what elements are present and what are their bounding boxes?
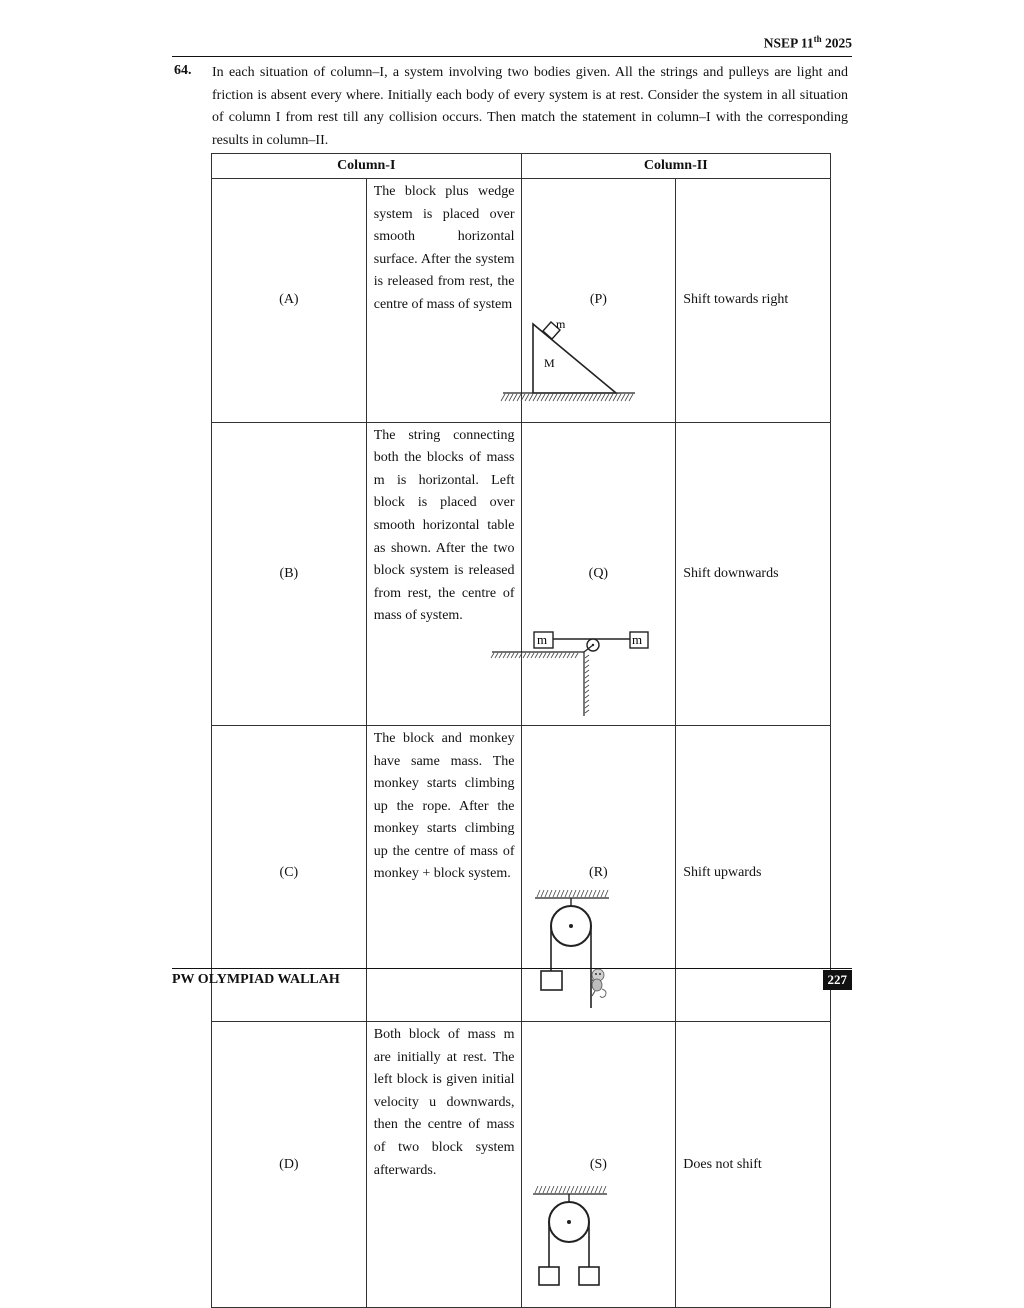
result-label: (Q) (521, 422, 676, 725)
result-text: Shift upwards (676, 725, 831, 1021)
table-row (212, 1022, 831, 1308)
result-text: Shift downwards (676, 422, 831, 725)
question-number: 64. (174, 63, 192, 78)
row-label: (C) (212, 725, 367, 1021)
result-text: Shift towards right (676, 179, 831, 423)
row-statement: The string connecting both the blocks of mass m is horizontal. Left block is placed over smooth horizontal table as shown. After the two block system is released from rest, the centre of mass of system. (373, 427, 515, 624)
wedge-block-figure (367, 317, 779, 417)
match-table (211, 153, 831, 1308)
row-label: (D) (212, 1022, 367, 1308)
row-statement: Both block of mass m are initially at rest. The left block is given initial velocity u downwards, then the centre of mass of two block system afterwards. (373, 1027, 515, 1178)
right-block (579, 1267, 599, 1285)
left-block-label: m (536, 631, 547, 647)
exam-title: NSEP 11th 2025 (763, 34, 852, 51)
table-pulley-figure (367, 628, 779, 720)
right-block-label: m (631, 631, 642, 647)
column-1-header: Column-I (212, 154, 522, 179)
row-statement: The block plus wedge system is placed over smooth horizontal surface. After the system is released from rest, the centre of mass of system (373, 184, 515, 312)
publisher-name: PW OLYMPIAD WALLAH (172, 972, 340, 987)
column-2-header: Column-II (521, 154, 831, 179)
result-label: (S) (521, 1022, 676, 1308)
page-number: 227 (823, 970, 853, 990)
table-header-row (212, 154, 831, 179)
left-block (539, 1267, 559, 1285)
table-row (212, 422, 831, 725)
question-text: In each situation of column–I, a system involving two bodies given. All the strings and pulleys are light and friction is absent every where. Initially each body of every system is at rest. Consider the system in all situation of column I from rest till any collision occurs. Then match the statement in column–I with the corresponding results in column–II. (212, 65, 848, 148)
row-statement: The block and monkey have same mass. The monkey starts climbing up the rope. After the monkey starts climbing up the centre of mass of monkey + block system. (373, 730, 515, 882)
label-M: M (543, 355, 555, 370)
row-label: (B) (212, 422, 367, 725)
result-text: Does not shift (676, 1022, 831, 1308)
monkey-pulley-figure (367, 886, 779, 1016)
label-m: m (555, 316, 566, 331)
row-label: (A) (212, 179, 367, 423)
result-label: (R) (521, 725, 676, 1021)
atwood-pulley-figure (367, 1182, 779, 1302)
page-header (172, 34, 852, 57)
table-row (212, 179, 831, 423)
result-label: (P) (521, 179, 676, 423)
page-footer (172, 968, 852, 991)
